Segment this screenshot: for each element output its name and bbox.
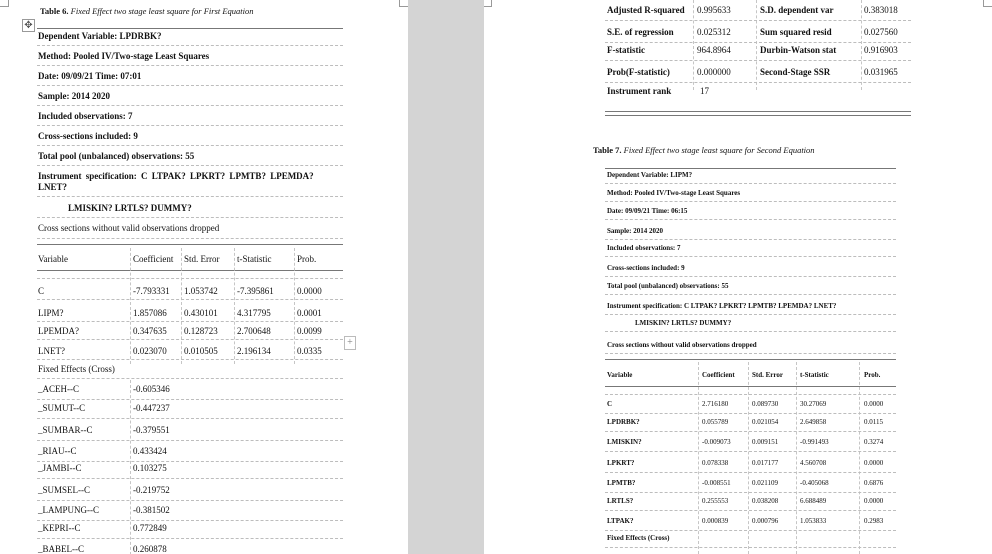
info-line: Cross-sections included: 9 bbox=[38, 131, 138, 141]
column-header: Variable bbox=[38, 254, 68, 264]
page-corner-mark bbox=[399, 0, 408, 7]
table-rule bbox=[37, 461, 343, 462]
column-header: Std. Error bbox=[752, 371, 783, 379]
column-header: Coefficient bbox=[702, 371, 735, 379]
cell-value: 2.716180 bbox=[702, 400, 729, 408]
caption-label: Table 6. bbox=[40, 6, 69, 16]
table-rule bbox=[605, 294, 896, 295]
table-rule bbox=[605, 547, 896, 548]
info-line: LMISKIN? LRTLS? DUMMY? bbox=[68, 203, 192, 213]
variable-name: LPDRBK? bbox=[607, 418, 640, 426]
stat-value: 964.8964 bbox=[697, 45, 731, 55]
fixed-effect-value: -0.381502 bbox=[133, 505, 170, 515]
stat-label: Sum squared resid bbox=[760, 27, 832, 37]
table-rule bbox=[605, 42, 911, 43]
variable-name: C bbox=[607, 400, 613, 408]
fixed-effect-value: -0.447237 bbox=[133, 403, 170, 413]
table-6-caption bbox=[40, 6, 254, 16]
table-rule bbox=[37, 238, 343, 239]
info-line: Cross-sections included: 9 bbox=[607, 264, 685, 272]
cell-value: -0.991493 bbox=[800, 438, 829, 446]
table-rule bbox=[605, 219, 896, 220]
table-rule bbox=[605, 451, 896, 452]
caption-title: Fixed Effect two stage least square for First Equation bbox=[70, 6, 254, 16]
column-divider bbox=[294, 248, 295, 364]
table-rule bbox=[605, 510, 896, 511]
info-line: Instrument specification: C LTPAK? LPKRT? LPMTB? LPEMDA? LNET? bbox=[607, 302, 837, 310]
table-rule bbox=[37, 321, 343, 322]
table-rule bbox=[37, 270, 343, 271]
table-rule bbox=[37, 196, 343, 197]
page-corner-mark bbox=[0, 0, 9, 7]
variable-name: C bbox=[38, 286, 45, 296]
table-rule bbox=[605, 20, 911, 21]
cell-value: 0.0099 bbox=[297, 326, 322, 336]
cell-value: 4.560708 bbox=[800, 459, 827, 467]
info-line: Total pool (unbalanced) observations: 55 bbox=[38, 151, 195, 161]
fixed-effect-name: _BABEL--C bbox=[38, 544, 84, 554]
fixed-effect-name: _JAMBI--C bbox=[38, 463, 82, 473]
column-divider bbox=[756, 0, 757, 90]
cell-value: 0.347635 bbox=[133, 326, 167, 336]
table-rule bbox=[605, 115, 911, 116]
table-rule bbox=[37, 125, 343, 126]
caption-title: Fixed Effect two stage least square for Second Equation bbox=[623, 145, 815, 155]
table-rule bbox=[37, 65, 343, 66]
cell-value: 0.0000 bbox=[864, 459, 884, 467]
cell-value: 0.023070 bbox=[133, 346, 167, 356]
table-rule bbox=[37, 418, 343, 419]
table-rule bbox=[37, 278, 343, 279]
cell-value: -0.405068 bbox=[800, 479, 829, 487]
variable-name: LPMTB? bbox=[607, 479, 636, 487]
cell-value: 0.3274 bbox=[864, 438, 884, 446]
cell-value: 0.0000 bbox=[864, 497, 884, 505]
stat-label: S.D. dependent var bbox=[760, 5, 834, 15]
table-rule bbox=[37, 299, 343, 300]
caption-label: Table 7. bbox=[593, 145, 622, 155]
info-line: Total pool (unbalanced) observations: 55 bbox=[607, 282, 729, 290]
cell-value: 1.053742 bbox=[184, 286, 218, 296]
cell-value: 4.317795 bbox=[237, 308, 271, 318]
table-rule bbox=[605, 353, 896, 354]
column-divider bbox=[234, 248, 235, 364]
column-divider bbox=[181, 248, 182, 364]
table-rule bbox=[605, 472, 896, 473]
column-divider bbox=[861, 0, 862, 90]
cell-value: 0.021109 bbox=[752, 479, 778, 487]
info-line: Cross sections without valid observations dropped bbox=[38, 223, 220, 233]
fixed-effects-label: Fixed Effects (Cross) bbox=[38, 364, 115, 374]
table-rule bbox=[37, 244, 343, 245]
info-line: LMISKIN? LRTLS? DUMMY? bbox=[635, 319, 732, 327]
table-rule bbox=[37, 165, 343, 166]
fixed-effect-value: -0.219752 bbox=[133, 485, 170, 495]
stat-value: 0.031965 bbox=[864, 67, 898, 77]
column-divider bbox=[693, 0, 694, 90]
info-line: Sample: 2014 2020 bbox=[38, 91, 110, 101]
variable-name: LNET? bbox=[38, 346, 65, 356]
table-rule bbox=[605, 359, 896, 360]
fixed-effect-value: -0.379551 bbox=[133, 425, 170, 435]
stat-value: 17 bbox=[700, 86, 709, 96]
cell-value: 0.6876 bbox=[864, 479, 884, 487]
info-line: Date: 09/09/21 Time: 06:15 bbox=[607, 207, 688, 215]
table-rule bbox=[605, 394, 896, 395]
variable-name: LPKRT? bbox=[607, 459, 635, 467]
table-rule bbox=[605, 239, 896, 240]
table-rule bbox=[605, 256, 896, 257]
cell-value: -0.008551 bbox=[702, 479, 731, 487]
column-divider bbox=[130, 380, 131, 554]
column-header: Std. Error bbox=[184, 254, 220, 264]
table-rule bbox=[37, 359, 343, 360]
table-rule bbox=[605, 530, 896, 531]
fixed-effect-name: _SUMSEL--C bbox=[38, 485, 91, 495]
info-line: Instrument specification: C LTPAK? LPKRT? LPMTB? LPEMDA? bbox=[38, 171, 314, 181]
document-page-left[interactable] bbox=[0, 0, 408, 554]
table-rule bbox=[37, 520, 343, 521]
info-line: Dependent Variable: LIPM? bbox=[607, 171, 693, 179]
table-rule bbox=[37, 145, 343, 146]
table-rule bbox=[37, 538, 343, 539]
table-rule bbox=[37, 217, 343, 218]
cell-value: 0.089730 bbox=[752, 400, 779, 408]
info-line: Included observations: 7 bbox=[38, 111, 133, 121]
info-line: LNET? bbox=[38, 182, 68, 192]
table-rule bbox=[37, 85, 343, 86]
variable-name: LMISKIN? bbox=[607, 438, 642, 446]
table-rule bbox=[605, 60, 911, 61]
cell-value: 30.27069 bbox=[800, 400, 827, 408]
table-rule bbox=[37, 45, 343, 46]
table-rule bbox=[37, 105, 343, 106]
cell-value: 0.021054 bbox=[752, 418, 779, 426]
stat-label: S.E. of regression bbox=[607, 27, 674, 37]
column-divider bbox=[698, 362, 699, 554]
fixed-effect-name: _LAMPUNG--C bbox=[38, 505, 100, 515]
stat-value: 0.000000 bbox=[697, 67, 731, 77]
cell-value: 2.196134 bbox=[237, 346, 271, 356]
table-rule bbox=[605, 431, 896, 432]
info-line: Cross sections without valid observations dropped bbox=[607, 341, 757, 349]
stat-label: F-statistic bbox=[607, 45, 645, 55]
variable-name: LIPM? bbox=[38, 308, 64, 318]
cell-value: 1.053833 bbox=[800, 517, 827, 525]
fixed-effect-name: _SUMUT--C bbox=[38, 403, 86, 413]
cell-value: 0.128723 bbox=[184, 326, 218, 336]
column-divider bbox=[796, 362, 797, 554]
stat-value: 0.916903 bbox=[864, 45, 898, 55]
variable-name: LPEMDA? bbox=[38, 326, 79, 336]
cell-value: 0.078338 bbox=[702, 459, 729, 467]
cell-value: 0.0000 bbox=[297, 286, 322, 296]
cell-value: 2.700648 bbox=[237, 326, 271, 336]
fixed-effect-name: _SUMBAR--C bbox=[38, 425, 93, 435]
table-move-handle-icon[interactable]: ✥ bbox=[22, 19, 35, 32]
page-gap bbox=[408, 0, 484, 554]
fixed-effect-name: _RIAU--C bbox=[38, 446, 77, 456]
stat-label: Adjusted R-squared bbox=[607, 5, 685, 15]
table-rule bbox=[37, 399, 343, 400]
column-header: Prob. bbox=[297, 254, 317, 264]
cell-value: -7.793331 bbox=[133, 286, 170, 296]
table-7-caption bbox=[593, 145, 815, 155]
cell-value: 0.000839 bbox=[702, 517, 729, 525]
cell-value: 0.255553 bbox=[702, 497, 729, 505]
stat-value: 0.027560 bbox=[864, 27, 898, 37]
cell-value: 0.017177 bbox=[752, 459, 779, 467]
page-corner-mark bbox=[484, 0, 492, 7]
cell-value: 0.009151 bbox=[752, 438, 779, 446]
cell-value: 0.038208 bbox=[752, 497, 779, 505]
fixed-effect-value: 0.772849 bbox=[133, 523, 167, 533]
fixed-effects-label: Fixed Effects (Cross) bbox=[607, 534, 670, 542]
page-corner-mark bbox=[983, 0, 992, 7]
stat-label: Second-Stage SSR bbox=[760, 67, 831, 77]
fixed-effect-value: 0.433424 bbox=[133, 446, 167, 456]
column-divider bbox=[748, 362, 749, 554]
table-rule bbox=[605, 331, 896, 332]
stat-label: Durbin-Watson stat bbox=[760, 45, 837, 55]
table-rule bbox=[37, 440, 343, 441]
info-line: Dependent Variable: LPDRBK? bbox=[38, 31, 162, 41]
table-rule bbox=[605, 276, 896, 277]
cell-value: 0.0000 bbox=[864, 400, 884, 408]
info-line: Method: Pooled IV/Two-stage Least Squares bbox=[38, 51, 210, 61]
column-header: t-Statistic bbox=[237, 254, 272, 264]
table-rule bbox=[605, 201, 896, 202]
cell-value: 0.430101 bbox=[184, 308, 218, 318]
table-rule bbox=[605, 386, 896, 387]
fixed-effect-name: _KEPRI--C bbox=[38, 523, 81, 533]
cell-value: 6.688489 bbox=[800, 497, 827, 505]
cell-value: 0.055789 bbox=[702, 418, 729, 426]
table-rule bbox=[37, 339, 343, 340]
column-header: Variable bbox=[607, 371, 633, 379]
cell-value: -0.009073 bbox=[702, 438, 731, 446]
info-line: Date: 09/09/21 Time: 07:01 bbox=[38, 71, 142, 81]
table-rule bbox=[37, 378, 343, 379]
fixed-effect-value: 0.260878 bbox=[133, 544, 167, 554]
add-row-plus-icon[interactable]: + bbox=[344, 336, 356, 350]
table-rule bbox=[605, 413, 896, 414]
fixed-effect-value: -0.605346 bbox=[133, 384, 170, 394]
info-line: Sample: 2014 2020 bbox=[607, 227, 663, 235]
stat-value: 0.995633 bbox=[697, 5, 731, 15]
stat-value: 0.383018 bbox=[864, 5, 898, 15]
cell-value: 0.000796 bbox=[752, 517, 779, 525]
document-page-right[interactable] bbox=[484, 0, 992, 554]
cell-value: 0.2983 bbox=[864, 517, 884, 525]
table-rule bbox=[605, 492, 896, 493]
cell-value: 0.0001 bbox=[297, 308, 322, 318]
variable-name: LTPAK? bbox=[607, 517, 634, 525]
column-header: Coefficient bbox=[133, 254, 174, 264]
table-rule bbox=[37, 478, 343, 479]
info-line: Included observations: 7 bbox=[607, 244, 681, 252]
table-rule bbox=[605, 183, 896, 184]
table-rule bbox=[605, 111, 911, 112]
cell-value: 0.0335 bbox=[297, 346, 322, 356]
stat-label: Prob(F-statistic) bbox=[607, 67, 670, 77]
info-line: Method: Pooled IV/Two-stage Least Squares bbox=[607, 189, 741, 197]
table-rule bbox=[605, 314, 896, 315]
column-divider bbox=[859, 362, 860, 554]
column-header: t-Statistic bbox=[800, 371, 829, 379]
variable-name: LRTLS? bbox=[607, 497, 634, 505]
cell-value: 0.010505 bbox=[184, 346, 218, 356]
fixed-effect-name: _ACEH--C bbox=[38, 384, 79, 394]
cell-value: -7.395861 bbox=[237, 286, 274, 296]
stat-value: 0.025312 bbox=[697, 27, 731, 37]
table-rule bbox=[37, 500, 343, 501]
table-rule bbox=[605, 82, 911, 83]
column-divider bbox=[130, 248, 131, 364]
column-header: Prob. bbox=[864, 371, 881, 379]
cell-value: 1.857086 bbox=[133, 308, 167, 318]
fixed-effect-value: 0.103275 bbox=[133, 463, 167, 473]
table-rule bbox=[37, 28, 343, 29]
cell-value: 2.649858 bbox=[800, 418, 827, 426]
cell-value: 0.0115 bbox=[864, 418, 883, 426]
table-rule bbox=[605, 168, 896, 169]
stat-label: Instrument rank bbox=[607, 86, 672, 96]
